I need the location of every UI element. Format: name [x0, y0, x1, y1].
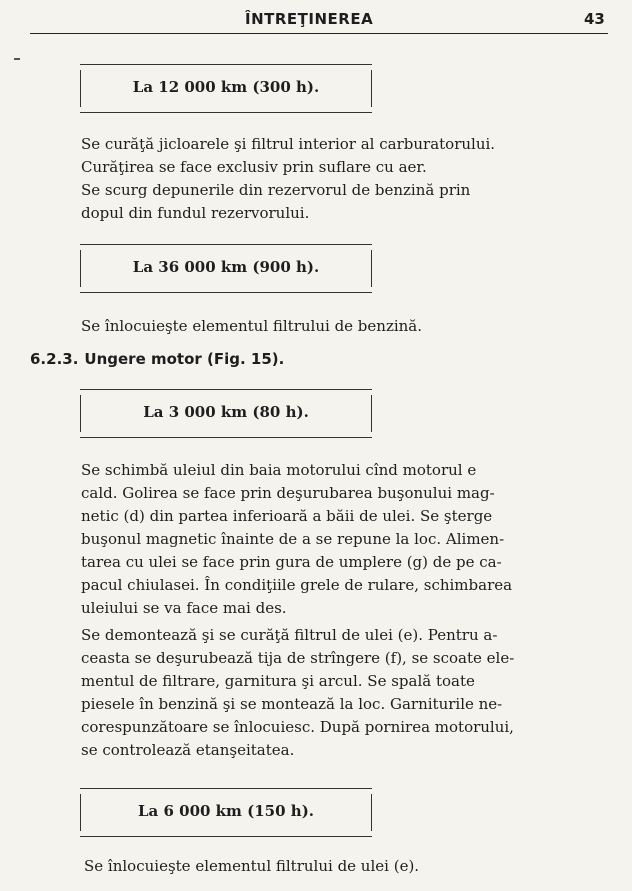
section-heading	[30, 350, 284, 368]
paragraph-oil-filter	[81, 624, 603, 762]
text-line: pacul chiulasei. În condiţiile grele de rulare, schimbarea	[81, 576, 513, 594]
paragraph-carburetor-cleaning	[81, 133, 603, 225]
interval-box-6000km	[80, 788, 372, 837]
text-line: Se înlocuieşte elementul filtrului de benzină.	[81, 317, 423, 335]
text-line: netic (d) din partea inferioară a băii de ulei. Se şterge	[81, 507, 493, 525]
interval-label: La 6 000 km (150 h).	[137, 802, 315, 820]
text-line: cald. Golirea se face prin deşurubarea buşonului mag-	[81, 484, 495, 502]
text-line: Se scurg depunerile din rezervorul de benzină prin	[81, 181, 471, 199]
text-line: tarea cu ulei se face prin gura de umplere (g) de pe ca-	[81, 553, 502, 571]
interval-box-12000km	[80, 64, 372, 113]
text-line: mentul de filtrare, garnitura şi arcul. Se spală toate	[81, 672, 475, 690]
paragraph-oil-filter-replace	[84, 857, 419, 875]
text-line: se controlează etanşeitatea.	[81, 741, 295, 759]
page-number: 43	[584, 10, 605, 28]
text-line: ceasta se deşurubează tija de strîngere (f), se scoate ele-	[81, 649, 515, 667]
text-line: Se schimbă uleiul din baia motorului cînd motorul e	[81, 461, 477, 479]
text-line: corespunzătoare se înlocuiesc. După pornirea motorului,	[81, 718, 514, 736]
text-line: Se înlocuieşte elementul filtrului de ulei (e).	[84, 857, 420, 875]
running-header-title: ÎNTREŢINEREA	[245, 10, 374, 28]
interval-box-36000km	[80, 244, 372, 293]
interval-label: La 12 000 km (300 h).	[132, 78, 320, 96]
header-rule	[30, 33, 608, 34]
text-line: piesele în benzină şi se montează la loc. Garniturile ne-	[81, 695, 503, 713]
margin-mark	[14, 58, 20, 60]
text-line: Se curăţă jicloarele şi filtrul interior al carburatorului.	[81, 135, 496, 153]
section-number: 6.2.3.	[30, 350, 79, 368]
interval-label: La 36 000 km (900 h).	[132, 258, 320, 276]
section-title: Ungere motor (Fig. 15).	[84, 350, 285, 368]
interval-box-3000km	[80, 389, 372, 438]
text-line: buşonul magnetic înainte de a se repune la loc. Alimen-	[81, 530, 505, 548]
interval-label: La 3 000 km (80 h).	[143, 403, 309, 421]
text-line: Curăţirea se face exclusiv prin suflare cu aer.	[81, 158, 427, 176]
text-line: dopul din fundul rezervorului.	[81, 204, 310, 222]
text-line: uleiului se va face mai des.	[81, 599, 287, 617]
paragraph-oil-change	[81, 459, 603, 620]
text-line: Se demontează şi se curăţă filtrul de ulei (e). Pentru a-	[81, 626, 498, 644]
paragraph-fuel-filter	[81, 315, 603, 338]
